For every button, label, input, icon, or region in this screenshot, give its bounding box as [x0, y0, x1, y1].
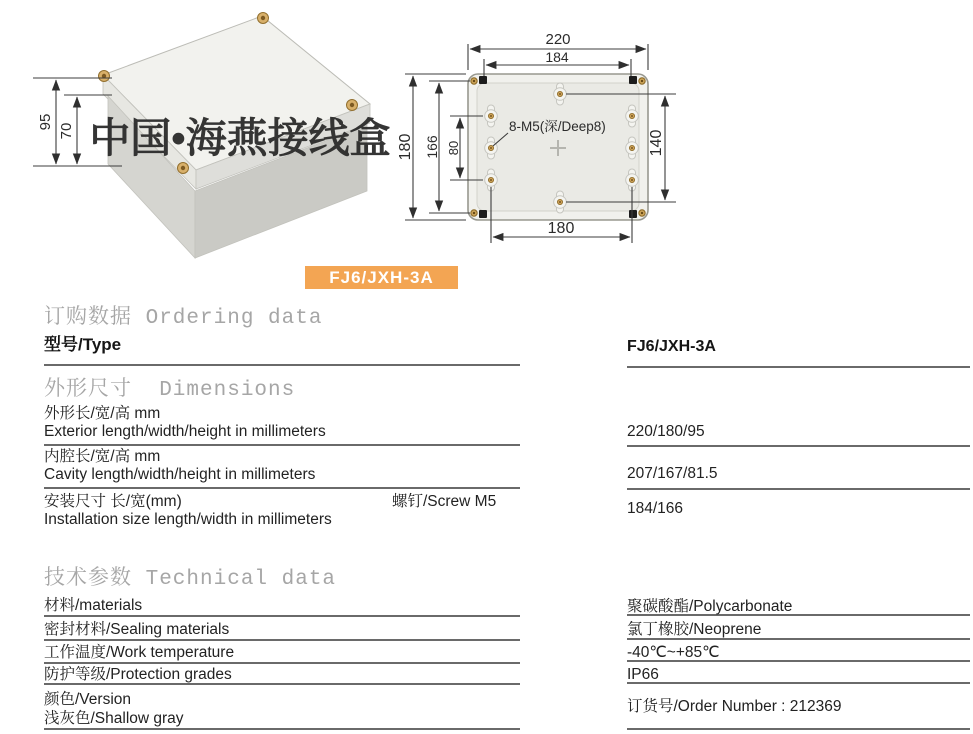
type-label: 型号/Type	[44, 336, 520, 366]
materials-value: 聚碳酸酯/Polycarbonate	[627, 598, 970, 616]
dim-label-184: 184	[545, 49, 569, 65]
exterior-size-row	[44, 405, 520, 446]
protection-grades-value: IP66	[627, 666, 970, 684]
sealing-materials-value: 氯丁橡胶/Neoprene	[627, 621, 970, 640]
installation-size-value: 184/166	[627, 500, 684, 517]
version-color-row	[44, 690, 520, 730]
work-temperature-label: 工作温度/Work temperature	[44, 644, 520, 664]
top-graphics	[0, 0, 973, 296]
exterior-size-value: 220/180/95	[627, 423, 970, 447]
version-label: 颜色/Version	[44, 691, 132, 708]
cavity-size-label-en: Cavity length/width/height in millimeters	[44, 466, 316, 483]
screw-note: 螺钉/Screw M5	[392, 493, 497, 510]
installation-size-label-zh: 安装尺寸 长/宽(mm)	[44, 493, 182, 510]
dim-label-220: 220	[545, 31, 571, 48]
section-title-dimensions: 外形尺寸 Dimensions	[44, 379, 296, 402]
screw-spec-label: 8-M5(深/Deep8)	[509, 119, 606, 134]
order-number-value: 订货号/Order Number : 212369	[627, 698, 970, 730]
dim-label-180-left: 180	[397, 133, 414, 161]
product-photo	[89, 13, 390, 259]
exterior-size-label-en: Exterior length/width/height in millimeters	[44, 423, 326, 440]
dim-label-80: 80	[446, 140, 461, 156]
cavity-size-row	[44, 448, 520, 489]
cavity-size-label-zh: 内腔长/宽/高 mm	[44, 448, 161, 465]
dim-label-70: 70	[58, 122, 75, 140]
model-badge: FJ6/JXH-3A	[305, 266, 458, 289]
section-title-technical: 技术参数 Technical data	[44, 568, 337, 591]
watermark-text: 中国•海燕接线盒	[89, 115, 391, 161]
cavity-size-value: 207/167/81.5	[627, 465, 970, 490]
dim-label-140: 140	[648, 129, 665, 157]
dim-label-95: 95	[37, 113, 54, 131]
type-value: FJ6/JXH-3A	[627, 338, 970, 368]
exterior-size-label-zh: 外形长/宽/高 mm	[44, 405, 161, 422]
dim-label-166: 166	[424, 135, 440, 159]
materials-label: 材料/materials	[44, 597, 520, 617]
installation-size-row	[44, 493, 520, 531]
sealing-materials-label: 密封材料/Sealing materials	[44, 621, 520, 641]
protection-grades-label: 防护等级/Protection grades	[44, 666, 520, 685]
color-label: 浅灰色/Shallow gray	[44, 710, 184, 727]
section-title-ordering: 订购数据 Ordering data	[44, 307, 323, 330]
work-temperature-value: -40℃~+85℃	[627, 644, 970, 662]
technical-drawing	[397, 31, 676, 243]
installation-size-label-en: Installation size length/width in millimeters	[44, 511, 332, 528]
dim-label-180-bottom: 180	[547, 220, 575, 237]
